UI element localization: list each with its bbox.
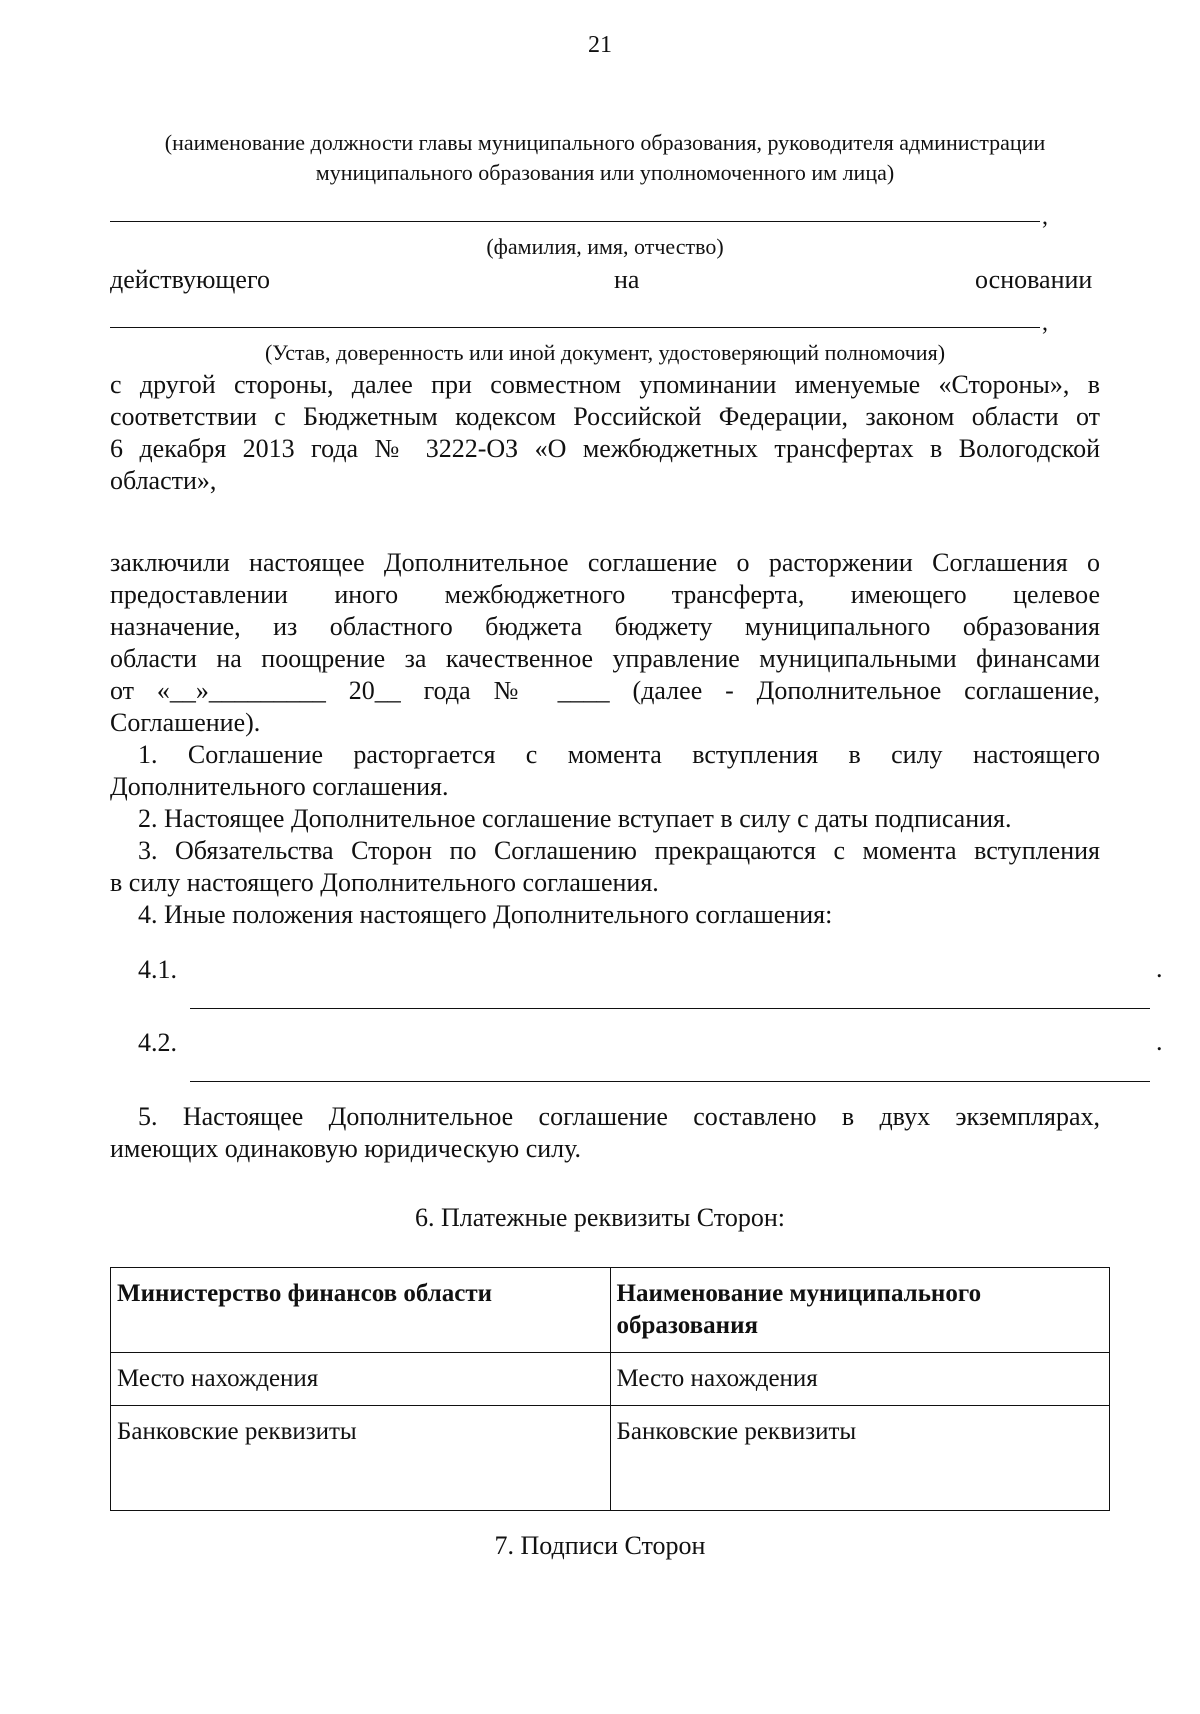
clause-3-line: в силу настоящего Дополнительного соглашения. — [110, 868, 659, 897]
head-caption-line2: муниципального образования или уполномоченного им лица) — [315, 160, 895, 185]
table-cell-location-left: Место нахождения — [111, 1353, 611, 1406]
clause-4-2-line — [190, 1081, 1150, 1082]
concluded-paragraph — [110, 547, 1100, 739]
concluded-line: предоставлении иного межбюджетного трансферта, имеющего целевое — [110, 580, 1100, 609]
concluded-line: от «__»_________ 20__ года № ____ (далее - Дополнительное соглашение, — [110, 676, 1100, 705]
payment-details-table — [110, 1267, 1110, 1511]
table-row — [111, 1353, 1110, 1406]
section-7-title: 7. Подписи Сторон — [494, 1531, 706, 1560]
on-word: на — [614, 265, 640, 294]
clause-2: 2. Настоящее Дополнительное соглашение вступает в силу с даты подписания. — [138, 804, 1012, 833]
basis-caption: (Устав, доверенность или иной документ, удостоверяющий полномочия) — [264, 340, 946, 365]
fio-comma: , — [1042, 204, 1048, 230]
table-header-municipality: Наименование муниципального образования — [610, 1268, 1110, 1353]
table-cell-bank-left: Банковские реквизиты — [111, 1406, 611, 1511]
concluded-line: назначение, из областного бюджета бюджету муниципального образования — [110, 612, 1100, 641]
clause-4: 4. Иные положения настоящего Дополнительного соглашения: — [138, 900, 833, 929]
head-caption-line1: (наименование должности главы муниципального образования, руководителя администрации — [164, 130, 1046, 155]
clause-4-2-dot: . — [1156, 1027, 1163, 1056]
clause-5 — [110, 1101, 1100, 1165]
table-row — [111, 1268, 1110, 1353]
preamble-line: с другой стороны, далее при совместном упоминании именуемые «Стороны», в — [110, 370, 1100, 399]
clause-4-2-label: 4.2. — [138, 1028, 177, 1057]
clause-1 — [110, 739, 1100, 803]
clause-4-1-dot: . — [1156, 954, 1163, 983]
table-cell-location-right: Место нахождения — [610, 1353, 1110, 1406]
clause-1-line: 1. Соглашение расторгается с момента вступления в силу настоящего — [138, 740, 1100, 769]
basis-comma: , — [1042, 310, 1048, 336]
basis-word: основании — [975, 265, 1093, 294]
clause-4-1-label: 4.1. — [138, 955, 177, 984]
clause-5-line: имеющих одинаковую юридическую силу. — [110, 1134, 582, 1163]
table-row — [111, 1406, 1110, 1511]
preamble-line: области», — [110, 466, 217, 495]
table-header-ministry: Министерство финансов области — [111, 1268, 611, 1353]
clause-1-line: Дополнительного соглашения. — [110, 772, 449, 801]
table-cell-bank-right: Банковские реквизиты — [610, 1406, 1110, 1511]
clause-3-line: 3. Обязательства Сторон по Соглашению прекращаются с момента вступления — [138, 836, 1100, 865]
concluded-line: области на поощрение за качественное управление муниципальными финансами — [110, 644, 1100, 673]
clause-5-line: 5. Настоящее Дополнительное соглашение составлено в двух экземплярах, — [138, 1102, 1100, 1131]
acting-word: действующего — [110, 265, 270, 294]
preamble-line: соответствии с Бюджетным кодексом Российской Федерации, законом области от — [110, 402, 1100, 431]
concluded-line: Соглашение). — [110, 708, 261, 737]
concluded-line: заключили настоящее Дополнительное соглашение о расторжении Соглашения о — [110, 548, 1100, 577]
preamble-paragraph — [110, 369, 1100, 497]
section-6-title: 6. Платежные реквизиты Сторон: — [415, 1203, 785, 1232]
page-number: 21 — [588, 32, 612, 58]
fio-underline — [110, 221, 1040, 222]
clause-4-1-line — [190, 1008, 1150, 1009]
basis-underline — [110, 327, 1040, 328]
clause-3 — [110, 835, 1100, 899]
preamble-line: 6 декабря 2013 года № 3222-ОЗ «О межбюджетных трансфертах в Вологодской — [110, 434, 1100, 463]
fio-caption: (фамилия, имя, отчество) — [486, 234, 724, 259]
